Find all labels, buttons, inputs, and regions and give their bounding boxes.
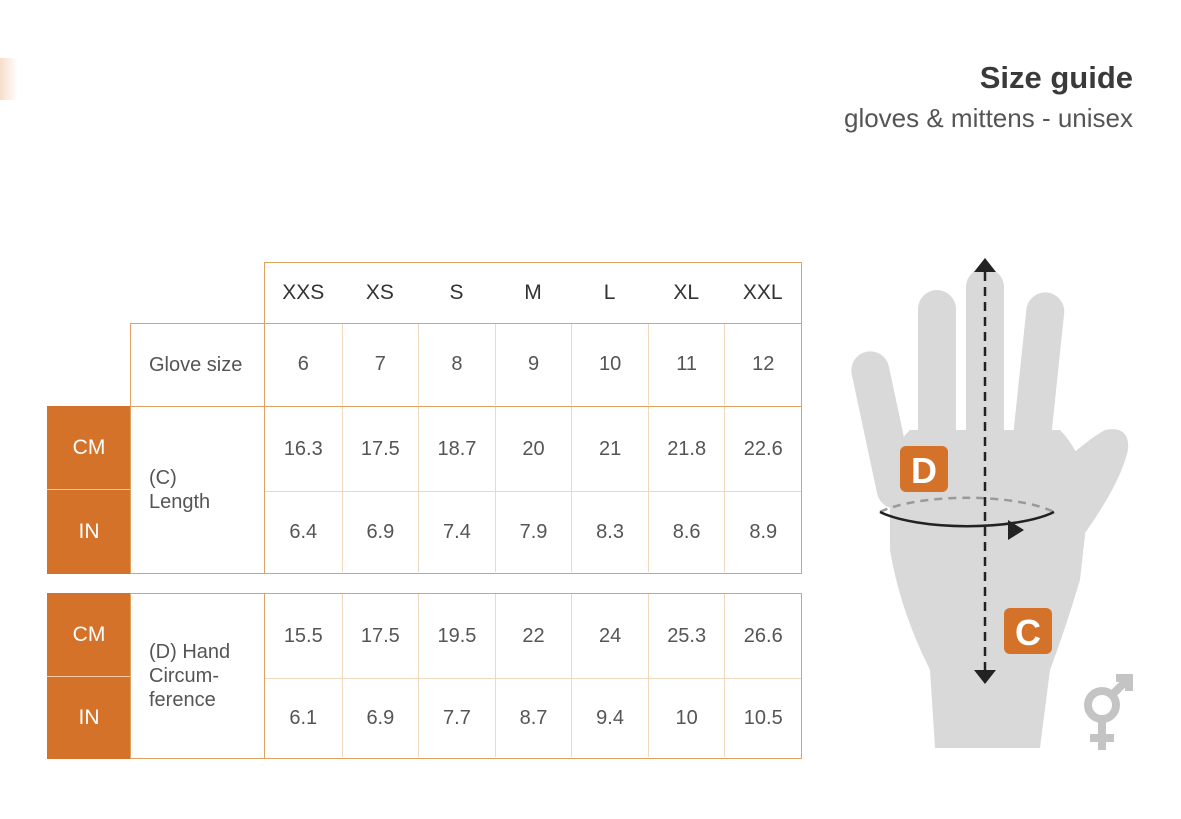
- length-cm-value: 17.5: [342, 407, 419, 491]
- circumference-cm-value: 22: [495, 594, 572, 678]
- glove-size-label: [130, 323, 264, 407]
- length-cm-value: 16.3: [283, 437, 323, 460]
- size-header: XXS: [282, 281, 325, 304]
- marker-c-text: C: [1015, 612, 1041, 653]
- size-header: L: [603, 281, 616, 304]
- glove-size-value: 11: [648, 324, 725, 405]
- length-in-value: 6.4: [289, 520, 318, 543]
- circumference-label: [130, 593, 264, 759]
- glove-size-label-text: Glove size: [149, 354, 243, 376]
- size-header: S: [449, 281, 464, 304]
- page-title: Size guide: [979, 60, 1133, 95]
- unit-cm-label: CM: [47, 406, 131, 490]
- size-header: XXL: [742, 281, 783, 304]
- circumference-label-line: ference: [149, 689, 216, 711]
- circumference-cm-value: 25.3: [648, 594, 725, 678]
- glove-size-value: 6: [297, 353, 309, 375]
- length-label: [130, 406, 264, 574]
- length-grid: [264, 406, 802, 574]
- length-cm-value: 20: [495, 407, 572, 491]
- circumference-in-value: 6.1: [289, 706, 318, 729]
- length-in-value: 6.9: [342, 492, 419, 572]
- length-label-line: Length: [149, 491, 211, 513]
- circumference-cm-value: 19.5: [418, 594, 495, 678]
- table-row: [265, 407, 801, 491]
- length-cm-value: 18.7: [418, 407, 495, 491]
- length-in-value: 7.9: [495, 492, 572, 572]
- hand-illustration: [850, 250, 1150, 760]
- length-in-value: 8.6: [648, 492, 725, 572]
- glove-size-value: 10: [571, 324, 648, 405]
- circumference-in-value: 6.9: [342, 679, 419, 757]
- circumference-in-value: 10.5: [724, 679, 801, 757]
- glove-size-grid: [264, 323, 802, 407]
- glove-size-value: 9: [495, 324, 572, 405]
- length-in-value: 7.4: [418, 492, 495, 572]
- circumference-in-value: 9.4: [571, 679, 648, 757]
- length-in-value: 8.3: [571, 492, 648, 572]
- unit-cm-label: CM: [47, 593, 131, 677]
- size-header: XL: [673, 281, 700, 304]
- logo-fragment: [0, 58, 18, 100]
- length-label-line: (C): [149, 467, 177, 489]
- size-header: M: [524, 281, 542, 304]
- circumference-cm-value: 26.6: [724, 594, 801, 678]
- page-subtitle: gloves & mittens - unisex: [843, 103, 1133, 133]
- marker-d-text: D: [911, 450, 937, 491]
- circumference-in-value: 8.7: [495, 679, 572, 757]
- circumference-label-line: Circum-: [149, 665, 219, 687]
- circumference-in-value: 10: [648, 679, 725, 757]
- size-header-row: [264, 262, 802, 324]
- length-cm-value: 21.8: [648, 407, 725, 491]
- unisex-symbol-icon: [1088, 678, 1129, 750]
- length-cm-value: 22.6: [724, 407, 801, 491]
- table-row: [265, 491, 801, 572]
- size-header: XS: [365, 281, 394, 304]
- length-cm-value: 21: [571, 407, 648, 491]
- table-row: [265, 594, 801, 678]
- circumference-cm-value: 17.5: [342, 594, 419, 678]
- table-row: [265, 324, 801, 405]
- table-row: [265, 678, 801, 757]
- circumference-label-line: (D) Hand: [149, 641, 231, 663]
- glove-size-value: 8: [418, 324, 495, 405]
- arrow-up-icon: [974, 258, 996, 272]
- length-in-value: 8.9: [724, 492, 801, 572]
- circumference-in-value: 7.7: [418, 679, 495, 757]
- circumference-grid: [264, 593, 802, 759]
- glove-size-value: 7: [342, 324, 419, 405]
- glove-size-value: 12: [724, 324, 801, 405]
- unit-in-label: IN: [47, 677, 131, 759]
- circumference-cm-value: 15.5: [283, 624, 323, 647]
- unit-in-label: IN: [47, 490, 131, 574]
- circumference-cm-value: 24: [571, 594, 648, 678]
